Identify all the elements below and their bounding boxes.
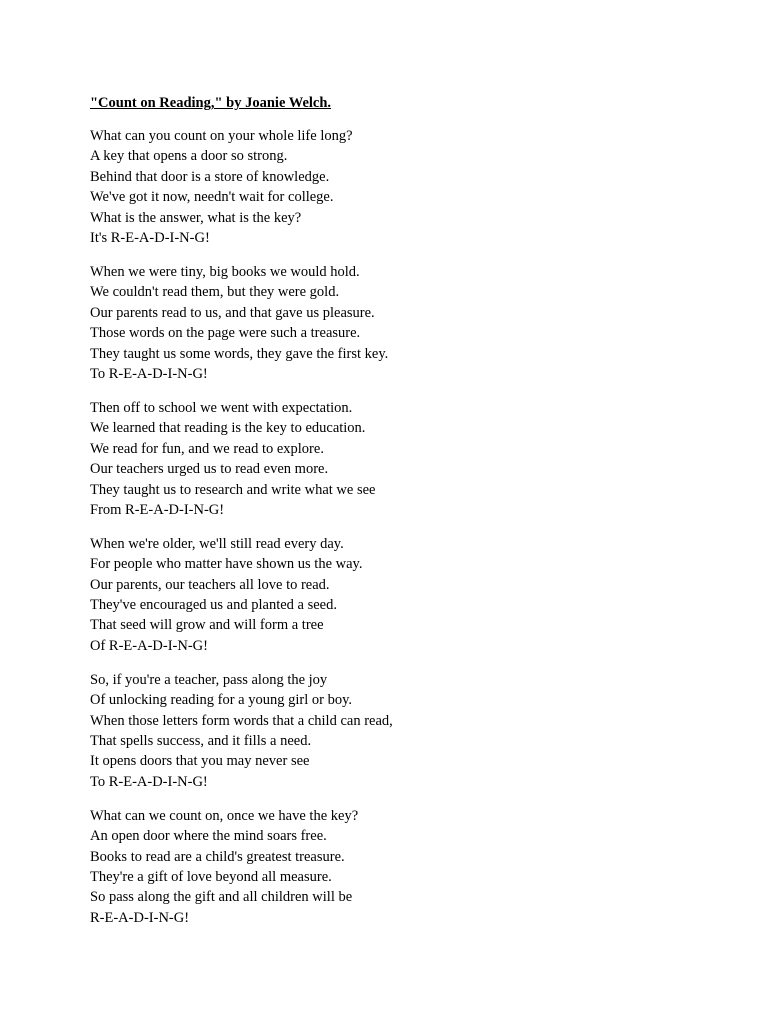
poem-line: They're a gift of love beyond all measure. [90,868,332,885]
poem-line: It's R-E-A-D-I-N-G! [90,230,210,247]
poem-line: What can we count on, once we have the key? [90,807,359,824]
poem-line: Our parents, our teachers all love to read. [90,576,330,593]
poem-line: Of unlocking reading for a young girl or boy. [90,692,353,709]
stanza-6 [90,806,710,928]
poem-title: "Count on Reading," by Joanie Welch. [90,95,332,111]
poem-line: From R-E-A-D-I-N-G! [90,501,225,518]
poem-line: That seed will grow and will form a tree [90,617,324,634]
poem-line: Behind that door is a store of knowledge. [90,168,330,185]
poem-line: A key that opens a door so strong. [90,148,288,165]
poem-line: When we were tiny, big books we would hold. [90,263,360,280]
poem-line: So pass along the gift and all children will be [90,889,353,906]
poem-line: What can you count on your whole life long? [90,128,353,144]
stanza-2 [90,262,710,384]
poem-line: What is the answer, what is the key? [90,209,302,226]
poem-line: R-E-A-D-I-N-G! [90,909,190,926]
poem-line: When we're older, we'll still read every day. [90,535,344,552]
poem-line: Our parents read to us, and that gave us pleasure. [90,304,375,321]
stanza-3 [90,398,710,520]
poem-line: Those words on the page were such a treasure. [90,325,361,342]
poem-line: Then off to school we went with expectation. [90,399,353,416]
stanza-1 [90,126,710,248]
poem-line: They taught us to research and write what we see [90,481,376,498]
poem-line: So, if you're a teacher, pass along the joy [90,671,328,688]
poem-line: We couldn't read them, but they were gold. [90,284,340,301]
poem-line: An open door where the mind soars free. [90,828,327,845]
poem-line: It opens doors that you may never see [90,753,310,770]
poem-line: Of R-E-A-D-I-N-G! [90,637,208,654]
poem-page [90,93,710,942]
stanza-5 [90,670,710,792]
poem-line: To R-E-A-D-I-N-G! [90,365,208,382]
poem-line: When those letters form words that a child can read, [90,712,393,729]
poem-line: To R-E-A-D-I-N-G! [90,773,208,790]
poem-line: For people who matter have shown us the way. [90,556,363,573]
poem-line: They've encouraged us and planted a seed. [90,597,337,614]
poem-line: We've got it now, needn't wait for college. [90,189,334,206]
poem-line: We learned that reading is the key to education. [90,420,366,437]
poem-line: They taught us some words, they gave the first key. [90,345,389,362]
poem-line: Books to read are a child's greatest treasure. [90,848,345,865]
poem-line: That spells success, and it fills a need. [90,732,312,749]
stanza-4 [90,534,710,656]
poem-line: We read for fun, and we read to explore. [90,440,324,457]
poem-line: Our teachers urged us to read even more. [90,461,329,478]
